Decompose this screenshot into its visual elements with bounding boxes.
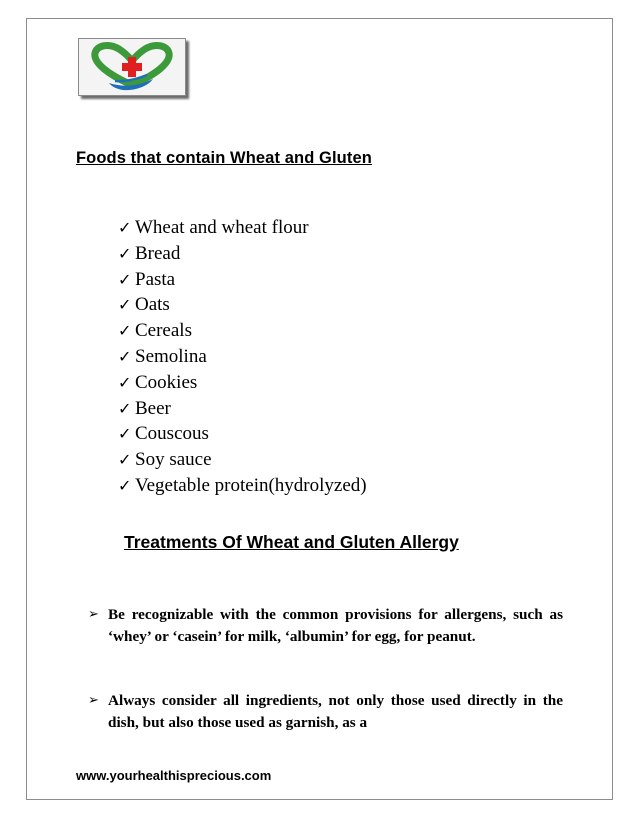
checkmark-icon: ✓ bbox=[118, 218, 132, 237]
arrow-bullet-icon: ➢ bbox=[88, 693, 99, 708]
section-heading: Treatments Of Wheat and Gluten Allergy bbox=[124, 532, 459, 552]
list-item: ✓ Pasta bbox=[118, 267, 367, 293]
list-item: ✓ Semolina bbox=[118, 344, 367, 370]
list-item: ✓ Vegetable protein(hydrolyzed) bbox=[118, 473, 367, 499]
bullet-text: Be recognizable with the common provisions for allergens, such as ‘whey’ or ‘casein’ for milk, ‘albumin’ for egg, for peanut. bbox=[108, 606, 563, 645]
footer-url: www.yourhealthisprecious.com bbox=[76, 768, 272, 783]
page-heading: Foods that contain Wheat and Gluten bbox=[76, 149, 372, 167]
list-item: ✓ Soy sauce bbox=[118, 447, 367, 473]
list-item: ✓ Beer bbox=[118, 396, 367, 422]
foods-list bbox=[118, 215, 367, 499]
list-item: ✓ Wheat and wheat flour bbox=[118, 215, 367, 241]
list-item: ✓ Cookies bbox=[118, 370, 367, 396]
list-item: ✓ Oats bbox=[118, 292, 367, 318]
checkmark-icon: ✓ bbox=[118, 243, 132, 263]
bullet-item bbox=[88, 690, 563, 733]
checkmark-icon: ✓ bbox=[118, 295, 132, 315]
checkmark-icon: ✓ bbox=[118, 372, 132, 392]
bullet-text: Always consider all ingredients, not only those used directly in the dish, but also those used as garnish, as a bbox=[108, 692, 563, 731]
list-item: ✓ Couscous bbox=[118, 421, 367, 447]
list-item: ✓ Cereals bbox=[118, 318, 367, 344]
checkmark-icon: ✓ bbox=[118, 346, 132, 366]
site-logo bbox=[78, 38, 186, 96]
checkmark-icon: ✓ bbox=[118, 269, 132, 289]
arrow-bullet-icon: ➢ bbox=[88, 607, 99, 622]
checkmark-icon: ✓ bbox=[118, 398, 132, 418]
heart-hands-cross-logo-icon bbox=[79, 39, 185, 95]
list-item: ✓ Bread bbox=[118, 241, 367, 267]
checkmark-icon: ✓ bbox=[118, 450, 132, 470]
bullet-item bbox=[88, 604, 563, 647]
checkmark-icon: ✓ bbox=[118, 321, 132, 341]
checkmark-icon: ✓ bbox=[118, 475, 132, 495]
checkmark-icon: ✓ bbox=[118, 424, 132, 444]
